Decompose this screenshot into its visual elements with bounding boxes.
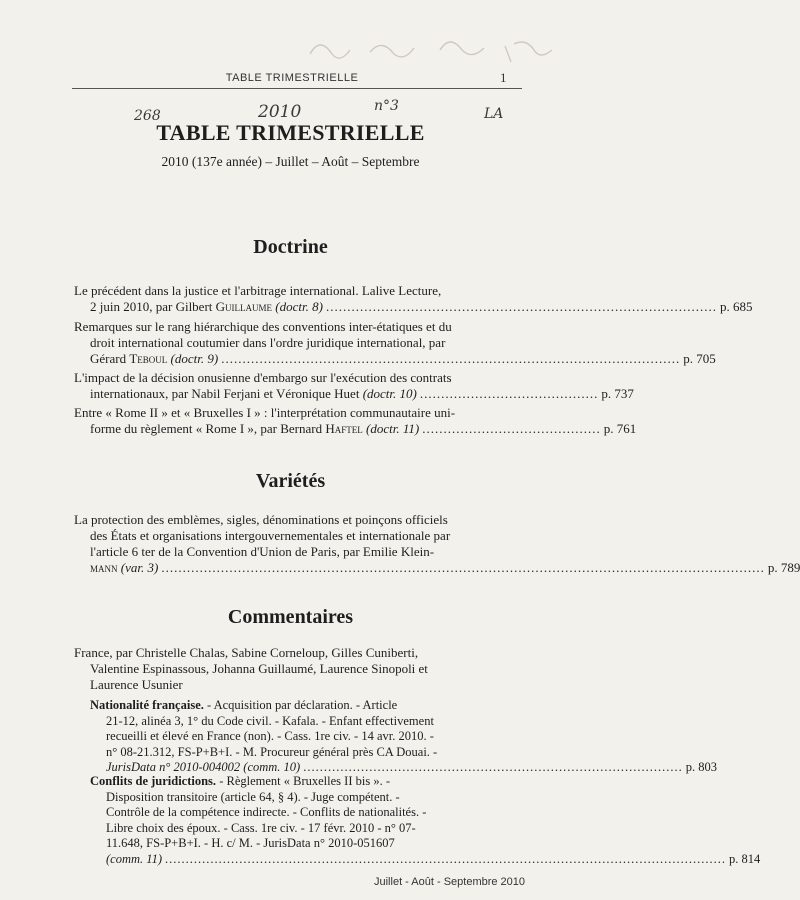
entry-text: 2 juin 2010, par Gilbert bbox=[90, 299, 216, 314]
entry-page: p. 705 bbox=[683, 351, 716, 366]
entry-page: p. 761 bbox=[603, 421, 637, 436]
entry-text: Gérard bbox=[90, 351, 130, 366]
handwritten-initials: LA bbox=[484, 106, 504, 122]
entry-first-line bbox=[90, 698, 514, 714]
page-title: TABLE TRIMESTRIELLE bbox=[156, 120, 425, 145]
entry-line: recueilli et élevé en France (non). - Cass. 1re civ. - 14 avr. 2010. - bbox=[106, 729, 434, 743]
entry-line: 11.648, FS-P+B+I. - H. c/ M. - JurisData n° 2010-051607 bbox=[106, 836, 395, 850]
authors-line: France, par Christelle Chalas, Sabine Corneloup, Gilles Cuniberti, bbox=[74, 645, 419, 660]
header-rule bbox=[72, 88, 522, 89]
entry-author: Guillaume bbox=[215, 299, 273, 314]
entry-note: (var. 3) bbox=[117, 560, 159, 575]
entry-line: l'article 6 ter de la Convention d'Union de Paris, par Emilie Klein- bbox=[90, 544, 435, 559]
section-title-commentaires: Commentaires bbox=[227, 606, 354, 628]
entry-line: droit international coutumier dans l'ordre juridique international, par bbox=[90, 335, 446, 350]
entry-last-line bbox=[74, 351, 716, 367]
entry-note: (doctr. 9) bbox=[167, 351, 219, 366]
leader-dots: .......................................... bbox=[422, 421, 601, 436]
toc-entry-doctrine-11[interactable] bbox=[74, 405, 637, 437]
leader-dots: ............................................................................................ bbox=[303, 760, 683, 774]
leader-dots: .......................................... bbox=[419, 386, 599, 401]
entry-text: (comm. 11) bbox=[106, 851, 162, 866]
bleed-through-marks bbox=[300, 26, 570, 66]
handwritten-issue: n°3 bbox=[374, 98, 399, 114]
entry-last-line bbox=[74, 560, 800, 576]
entry-author: Teboul bbox=[129, 351, 168, 366]
entry-line: Disposition transitoire (article 64, § 4). - Juge compétent. - bbox=[106, 789, 400, 804]
entry-page: p. 789 bbox=[767, 560, 800, 575]
entry-last-line bbox=[74, 386, 634, 402]
leader-dots: ........................................................................................................................................ bbox=[165, 851, 726, 866]
entry-last-line bbox=[90, 851, 761, 868]
entry-text: - Règlement « Bruxelles II bis ». - bbox=[216, 774, 390, 788]
page-number: 1 bbox=[500, 70, 507, 85]
toc-entry-comm-10[interactable] bbox=[90, 698, 717, 776]
entry-heading: Nationalité française. bbox=[90, 698, 204, 712]
entry-line: des États et organisations intergouvernementales et internationale par bbox=[90, 528, 451, 543]
entry-note: (doctr. 8) bbox=[272, 299, 323, 314]
leader-dots: ............................................................................................ bbox=[325, 299, 717, 314]
toc-entry-doctrine-9[interactable] bbox=[74, 319, 716, 367]
entry-page: p. 685 bbox=[719, 299, 753, 314]
entry-text: - Acquisition par déclaration. - Article bbox=[203, 698, 398, 712]
entry-line: Libre choix des époux. - Cass. 1re civ. - 17 févr. 2010 - n° 07- bbox=[106, 820, 416, 835]
handwritten-year: 2010 bbox=[258, 102, 302, 122]
entry-text: JurisData n° 2010-004002 (comm. 10) bbox=[106, 760, 301, 774]
section-title-doctrine: Doctrine bbox=[253, 236, 328, 258]
entry-line: L'impact de la décision onusienne d'embargo sur l'exécution des contrats bbox=[74, 370, 452, 385]
entry-page: p. 814 bbox=[729, 851, 761, 866]
toc-entry-comm-11[interactable] bbox=[90, 774, 761, 867]
page-footer: Juillet - Août - Septembre 2010 bbox=[374, 876, 526, 888]
entry-author: Haftel bbox=[325, 421, 363, 436]
entry-note: (doctr. 11) bbox=[362, 421, 420, 436]
toc-entry-doctrine-10[interactable] bbox=[74, 370, 634, 402]
entry-last-line bbox=[74, 299, 753, 315]
page-subtitle: 2010 (137e année) – Juillet – Août – Septembre bbox=[161, 154, 420, 169]
running-head: TABLE TRIMESTRIELLE bbox=[225, 72, 359, 84]
entry-text: forme du règlement « Rome I », par Bernard bbox=[90, 421, 326, 436]
commentaires-authors bbox=[74, 645, 524, 693]
leader-dots: ............................................................................................................ bbox=[221, 351, 681, 366]
entry-line: Contrôle de la compétence indirecte. - Conflits de nationalités. - bbox=[106, 805, 427, 819]
entry-line: 21-12, alinéa 3, 1° du Code civil. - Kafala. - Enfant effectivement bbox=[106, 713, 434, 728]
authors-line: Valentine Espinassous, Johanna Guillaumé, Laurence Sinopoli et bbox=[90, 661, 428, 676]
entry-last-line bbox=[74, 421, 637, 437]
entry-line: n° 08-21.312, FS-P+B+I. - M. Procureur général près CA Douai. - bbox=[106, 744, 438, 759]
entry-first-line bbox=[90, 774, 514, 790]
handwritten-note-left: 268 bbox=[134, 108, 161, 124]
toc-entry-doctrine-8[interactable] bbox=[74, 283, 753, 315]
entry-page: p. 803 bbox=[685, 760, 717, 774]
leader-dots: .............................................................................................................................................. bbox=[161, 560, 765, 575]
entry-page: p. 737 bbox=[601, 386, 634, 401]
entry-line: La protection des emblèmes, sigles, dénominations et poinçons officiels bbox=[74, 512, 448, 527]
section-title-varietes: Variétés bbox=[255, 470, 326, 492]
entry-line: Remarques sur le rang hiérarchique des conventions inter-étatiques et du bbox=[74, 319, 452, 334]
authors-line: Laurence Usunier bbox=[90, 677, 183, 692]
entry-heading: Conflits de juridictions. bbox=[90, 774, 217, 788]
toc-entry-varietes-3[interactable] bbox=[74, 512, 800, 576]
entry-author: mann bbox=[90, 560, 118, 575]
entry-text: internationaux, par Nabil Ferjani et Véronique Huet bbox=[90, 386, 360, 401]
entry-line: Le précédent dans la justice et l'arbitrage international. Lalive Lecture, bbox=[74, 283, 442, 298]
entry-line: Entre « Rome II » et « Bruxelles I » : l'interprétation communautaire uni- bbox=[74, 405, 456, 420]
entry-note: (doctr. 10) bbox=[359, 386, 417, 401]
